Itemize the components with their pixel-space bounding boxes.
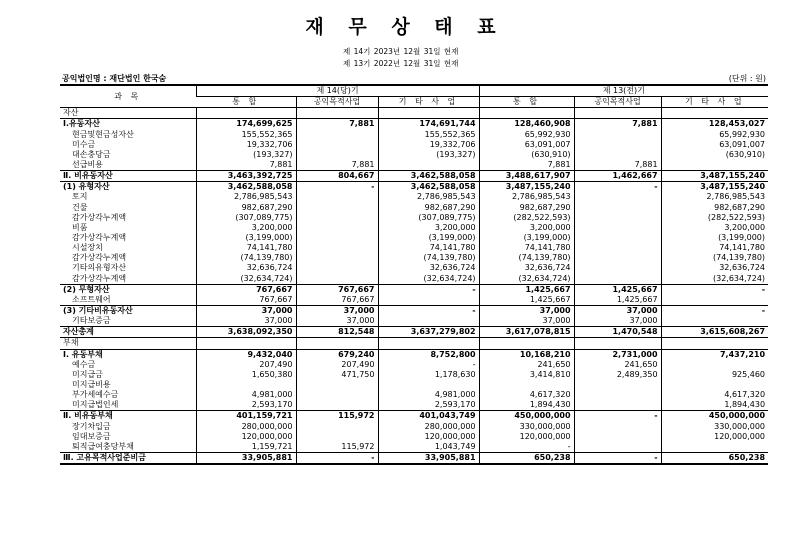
amount-cell: 65,992,930 [479, 130, 574, 140]
amount-cell: 63,091,007 [479, 140, 574, 150]
amount-cell: 155,552,365 [196, 130, 296, 140]
amount-cell [479, 338, 574, 349]
header-prior-period: 제 13(전)기 [479, 85, 768, 97]
amount-cell: - [378, 305, 479, 316]
amount-cell [378, 295, 479, 306]
header-total-prior: 통 합 [479, 97, 574, 108]
amount-cell: (193,327) [378, 150, 479, 160]
amount-cell [574, 274, 661, 285]
table-row [60, 432, 768, 442]
amount-cell [661, 160, 768, 171]
amount-cell: 7,437,210 [661, 349, 768, 360]
amount-cell [296, 150, 378, 160]
amount-cell [296, 243, 378, 253]
amount-cell: 37,000 [296, 305, 378, 316]
amount-cell [661, 442, 768, 453]
amount-cell: 1,425,667 [479, 284, 574, 295]
amount-cell [296, 108, 378, 119]
amount-cell: 74,141,780 [479, 243, 574, 253]
amount-cell: (193,327) [196, 150, 296, 160]
amount-cell [296, 380, 378, 390]
row-label: 자산 [60, 108, 196, 119]
amount-cell: 37,000 [479, 305, 574, 316]
amount-cell: 2,786,985,543 [479, 192, 574, 202]
amount-cell: 3,488,617,907 [479, 171, 574, 182]
amount-cell: 1,159,721 [196, 442, 296, 453]
amount-cell [296, 130, 378, 140]
table-row [60, 160, 768, 171]
amount-cell: 63,091,007 [661, 140, 768, 150]
amount-cell: 37,000 [196, 316, 296, 327]
amount-cell [196, 108, 296, 119]
amount-cell: 2,593,170 [378, 400, 479, 411]
amount-cell [296, 390, 378, 400]
amount-cell: 1,894,430 [661, 400, 768, 411]
table-row [60, 192, 768, 202]
amount-cell: 804,667 [296, 171, 378, 182]
amount-cell [574, 108, 661, 119]
amount-cell: 19,332,706 [196, 140, 296, 150]
amount-cell [479, 108, 574, 119]
amount-cell: 982,687,290 [378, 203, 479, 213]
amount-cell: - [574, 452, 661, 464]
table-row [60, 411, 768, 422]
amount-cell: 3,462,588,058 [378, 182, 479, 193]
amount-cell: 32,636,724 [479, 263, 574, 273]
table-row [60, 380, 768, 390]
amount-cell [661, 380, 768, 390]
amount-cell: 3,637,279,802 [378, 327, 479, 338]
table-row [60, 316, 768, 327]
amount-cell: (32,634,724) [479, 274, 574, 285]
table-row [60, 400, 768, 411]
table-row [60, 223, 768, 233]
amount-cell: 982,687,290 [479, 203, 574, 213]
amount-cell [378, 380, 479, 390]
amount-cell [574, 203, 661, 213]
amount-cell: 1,462,667 [574, 171, 661, 182]
header-public-current: 공익목적사업 [296, 97, 378, 108]
row-label: 미지급비용 [72, 380, 111, 389]
amount-cell [574, 442, 661, 453]
amount-cell: 174,691,744 [378, 119, 479, 130]
amount-cell: 471,750 [296, 370, 378, 380]
amount-cell: (3,199,000) [661, 233, 768, 243]
row-label: 감가상각누계액 [72, 212, 127, 222]
amount-cell: 120,000,000 [661, 432, 768, 442]
row-label: 선급비용 [72, 160, 103, 170]
amount-cell: 925,460 [661, 370, 768, 380]
amount-cell: 241,650 [574, 360, 661, 370]
row-label: 감가상각누계액 [72, 253, 127, 263]
amount-cell: 650,238 [661, 452, 768, 464]
amount-cell [196, 380, 296, 390]
amount-cell: (282,522,593) [479, 213, 574, 223]
amount-cell [378, 108, 479, 119]
amount-cell: 450,000,000 [661, 411, 768, 422]
amount-cell [574, 213, 661, 223]
table-row [60, 274, 768, 285]
amount-cell: 982,687,290 [196, 203, 296, 213]
amount-cell: 241,650 [479, 360, 574, 370]
amount-cell [378, 316, 479, 327]
amount-cell: 650,238 [479, 452, 574, 464]
table-row [60, 284, 768, 295]
amount-cell: 3,462,588,058 [196, 182, 296, 193]
amount-cell: 74,141,780 [378, 243, 479, 253]
amount-cell: (630,910) [661, 150, 768, 160]
table-row [60, 370, 768, 380]
amount-cell: 330,000,000 [661, 422, 768, 432]
row-label: 자산총계 [60, 327, 196, 338]
amount-cell: 9,432,040 [196, 349, 296, 360]
amount-cell: (630,910) [479, 150, 574, 160]
table-row [60, 233, 768, 243]
amount-cell: 2,786,985,543 [661, 192, 768, 202]
row-label: (2) 무형자산 [60, 284, 196, 295]
amount-cell: 74,141,780 [196, 243, 296, 253]
amount-cell: 33,905,881 [378, 452, 479, 464]
table-row [60, 422, 768, 432]
amount-cell [574, 338, 661, 349]
header-current-period: 제 14(당)기 [196, 85, 479, 97]
amount-cell: 3,200,000 [378, 223, 479, 233]
table-row [60, 305, 768, 316]
amount-cell: (74,139,780) [661, 253, 768, 263]
amount-cell: 450,000,000 [479, 411, 574, 422]
amount-cell [574, 192, 661, 202]
amount-cell: (282,522,593) [661, 213, 768, 223]
row-label: Ⅱ. 비유동자산 [60, 171, 196, 182]
row-label: 토지 [72, 192, 88, 202]
amount-cell [378, 338, 479, 349]
amount-cell: - [378, 284, 479, 295]
organization-name: 공익법인명 : 재단법인 한국숨 [62, 74, 167, 83]
amount-cell: 32,636,724 [378, 263, 479, 273]
table-row [60, 327, 768, 338]
amount-cell: 7,881 [574, 160, 661, 171]
row-label: (1) 유형자산 [60, 182, 196, 193]
amount-cell: (74,139,780) [196, 253, 296, 263]
amount-cell [296, 263, 378, 273]
row-label: 기타보증금 [72, 316, 111, 326]
amount-cell: (74,139,780) [479, 253, 574, 263]
amount-cell: 37,000 [296, 316, 378, 327]
amount-cell: 3,615,608,267 [661, 327, 768, 338]
amount-cell [296, 274, 378, 285]
row-label: 퇴직급여충당부채 [72, 441, 134, 451]
amount-cell [479, 380, 574, 390]
row-label: 임대보증금 [72, 431, 111, 441]
table-row [60, 295, 768, 306]
amount-cell: (74,139,780) [378, 253, 479, 263]
amount-cell: 3,487,155,240 [661, 182, 768, 193]
amount-cell [661, 295, 768, 306]
row-label: (3) 기타비유동자산 [60, 305, 196, 316]
amount-cell [296, 422, 378, 432]
amount-cell: - [661, 284, 768, 295]
amount-cell: (32,634,724) [196, 274, 296, 285]
amount-cell: 2,593,170 [196, 400, 296, 411]
document-title: 재 무 상 태 표 [305, 16, 505, 38]
amount-cell [296, 338, 378, 349]
amount-cell: 10,168,210 [479, 349, 574, 360]
prior-period-line: 제 13기 2022년 12월 31일 현재 [343, 59, 459, 68]
amount-cell: 3,200,000 [479, 223, 574, 233]
table-row [60, 253, 768, 263]
row-label: 감가상각누계액 [72, 233, 127, 243]
amount-cell: 7,881 [574, 119, 661, 130]
amount-cell: - [296, 182, 378, 193]
amount-cell [574, 380, 661, 390]
amount-cell: 37,000 [479, 316, 574, 327]
amount-cell: 982,687,290 [661, 203, 768, 213]
unit-label: (단위 : 원) [728, 74, 766, 83]
amount-cell: 7,881 [296, 119, 378, 130]
amount-cell [574, 390, 661, 400]
amount-cell [574, 263, 661, 273]
amount-cell [574, 140, 661, 150]
amount-cell: 8,752,800 [378, 349, 479, 360]
amount-cell: 1,894,430 [479, 400, 574, 411]
current-period-line: 제 14기 2023년 12월 31일 현재 [343, 47, 459, 56]
amount-cell [574, 150, 661, 160]
amount-cell: 401,159,721 [196, 411, 296, 422]
amount-cell: 74,141,780 [661, 243, 768, 253]
amount-cell: 65,992,930 [661, 130, 768, 140]
amount-cell: (3,199,000) [196, 233, 296, 243]
header-public-prior: 공익목적사업 [574, 97, 661, 108]
amount-cell: 767,667 [196, 295, 296, 306]
amount-cell: 812,548 [296, 327, 378, 338]
amount-cell: 1,178,630 [378, 370, 479, 380]
amount-cell: 401,043,749 [378, 411, 479, 422]
amount-cell: 3,487,155,240 [479, 182, 574, 193]
amount-cell: 174,699,625 [196, 119, 296, 130]
header-other-current: 기 타 사 업 [378, 97, 479, 108]
row-label: 비품 [72, 222, 88, 232]
table-row [60, 130, 768, 140]
amount-cell [661, 108, 768, 119]
header-other-prior: 기 타 사 업 [661, 97, 768, 108]
amount-cell: 4,981,000 [378, 390, 479, 400]
table-row [60, 349, 768, 360]
table-row [60, 171, 768, 182]
row-label: Ⅰ. 유동부채 [60, 349, 196, 360]
amount-cell: 3,617,078,815 [479, 327, 574, 338]
amount-cell: (32,634,724) [661, 274, 768, 285]
row-label: 장기차입금 [72, 421, 111, 431]
amount-cell: 767,667 [196, 284, 296, 295]
amount-cell: 4,981,000 [196, 390, 296, 400]
amount-cell: - [296, 452, 378, 464]
amount-cell [296, 140, 378, 150]
amount-cell: 1,470,548 [574, 327, 661, 338]
amount-cell [296, 203, 378, 213]
amount-cell: 1,425,667 [574, 284, 661, 295]
amount-cell [296, 213, 378, 223]
row-label: 현금및현금성자산 [72, 129, 134, 139]
amount-cell [574, 253, 661, 263]
amount-cell: 2,731,000 [574, 349, 661, 360]
amount-cell: 280,000,000 [378, 422, 479, 432]
row-label: 부가세예수금 [72, 390, 119, 400]
amount-cell: 3,463,392,725 [196, 171, 296, 182]
table-row [60, 203, 768, 213]
amount-cell: 3,462,588,058 [378, 171, 479, 182]
amount-cell: 207,490 [296, 360, 378, 370]
amount-cell [661, 316, 768, 327]
table-row [60, 108, 768, 119]
amount-cell: 1,650,380 [196, 370, 296, 380]
table-row [60, 452, 768, 464]
header-account: 과 목 [60, 85, 196, 108]
row-label: 소프트웨어 [72, 294, 111, 304]
amount-cell: 4,617,320 [661, 390, 768, 400]
amount-cell: 1,425,667 [574, 295, 661, 306]
amount-cell: 115,972 [296, 411, 378, 422]
amount-cell: 120,000,000 [196, 432, 296, 442]
row-label: 부채 [60, 338, 196, 349]
amount-cell: 120,000,000 [479, 432, 574, 442]
amount-cell: (307,089,775) [196, 213, 296, 223]
amount-cell: 767,667 [296, 284, 378, 295]
amount-cell: 128,460,908 [479, 119, 574, 130]
amount-cell: 280,000,000 [196, 422, 296, 432]
amount-cell: 330,000,000 [479, 422, 574, 432]
amount-cell [661, 360, 768, 370]
amount-cell [296, 192, 378, 202]
amount-cell [574, 422, 661, 432]
amount-cell [196, 338, 296, 349]
table-row [60, 119, 768, 130]
amount-cell [661, 338, 768, 349]
amount-cell: 2,786,985,543 [378, 192, 479, 202]
table-row [60, 243, 768, 253]
amount-cell [378, 160, 479, 171]
table-row [60, 390, 768, 400]
amount-cell: 3,487,155,240 [661, 171, 768, 182]
amount-cell: 37,000 [574, 305, 661, 316]
amount-cell: 115,972 [296, 442, 378, 453]
amount-cell: - [479, 442, 574, 453]
amount-cell: 1,425,667 [479, 295, 574, 306]
amount-cell: 7,881 [296, 160, 378, 171]
table-body [60, 108, 768, 464]
amount-cell: (3,199,000) [479, 233, 574, 243]
amount-cell [574, 130, 661, 140]
row-label: Ⅲ. 고유목적사업준비금 [60, 452, 196, 464]
row-label: 감가상각누계액 [72, 273, 127, 283]
header-total-current: 통 합 [196, 97, 296, 108]
amount-cell [296, 223, 378, 233]
amount-cell: 679,240 [296, 349, 378, 360]
amount-cell: 3,414,810 [479, 370, 574, 380]
amount-cell: 7,881 [479, 160, 574, 171]
amount-cell [574, 400, 661, 411]
row-label: 미지급법인세 [72, 400, 119, 410]
amount-cell: 37,000 [574, 316, 661, 327]
amount-cell: 2,489,350 [574, 370, 661, 380]
amount-cell [296, 253, 378, 263]
amount-cell: - [574, 182, 661, 193]
amount-cell [296, 233, 378, 243]
amount-cell: 7,881 [196, 160, 296, 171]
amount-cell: (32,634,724) [378, 274, 479, 285]
table-row [60, 150, 768, 160]
amount-cell: (3,199,000) [378, 233, 479, 243]
amount-cell: 155,552,365 [378, 130, 479, 140]
row-label: 미지급금 [72, 369, 103, 379]
amount-cell: 32,636,724 [196, 263, 296, 273]
amount-cell: 767,667 [296, 295, 378, 306]
amount-cell: 207,490 [196, 360, 296, 370]
amount-cell: 128,453,027 [661, 119, 768, 130]
amount-cell: - [574, 411, 661, 422]
amount-cell: 33,905,881 [196, 452, 296, 464]
row-label: Ⅰ.유동자산 [60, 119, 196, 130]
table-row [60, 263, 768, 273]
table-row [60, 213, 768, 223]
amount-cell: 3,200,000 [196, 223, 296, 233]
row-label: 미수금 [72, 139, 96, 149]
row-label: 시설장치 [72, 243, 103, 253]
amount-cell: (307,089,775) [378, 213, 479, 223]
amount-cell: - [378, 360, 479, 370]
header-row-periods [60, 85, 768, 97]
table-row [60, 338, 768, 349]
amount-cell [296, 400, 378, 411]
amount-cell: 3,638,092,350 [196, 327, 296, 338]
amount-cell [574, 432, 661, 442]
balance-sheet-table [60, 84, 768, 465]
amount-cell: 32,636,724 [661, 263, 768, 273]
amount-cell [574, 223, 661, 233]
table-row [60, 360, 768, 370]
table-row [60, 182, 768, 193]
amount-cell: 4,617,320 [479, 390, 574, 400]
amount-cell: - [661, 305, 768, 316]
amount-cell: 120,000,000 [378, 432, 479, 442]
amount-cell: 3,200,000 [661, 223, 768, 233]
amount-cell: 2,786,985,543 [196, 192, 296, 202]
amount-cell [296, 432, 378, 442]
row-label: 예수금 [72, 359, 96, 369]
row-label: Ⅱ. 비유동부채 [60, 411, 196, 422]
row-label: 건물 [72, 202, 88, 212]
amount-cell: 1,043,749 [378, 442, 479, 453]
table-row [60, 442, 768, 453]
amount-cell: 19,332,706 [378, 140, 479, 150]
table-row [60, 140, 768, 150]
amount-cell: 37,000 [196, 305, 296, 316]
amount-cell [574, 243, 661, 253]
amount-cell [574, 233, 661, 243]
row-label: 대손충당금 [72, 149, 111, 159]
row-label: 기타의유형자산 [72, 263, 127, 273]
